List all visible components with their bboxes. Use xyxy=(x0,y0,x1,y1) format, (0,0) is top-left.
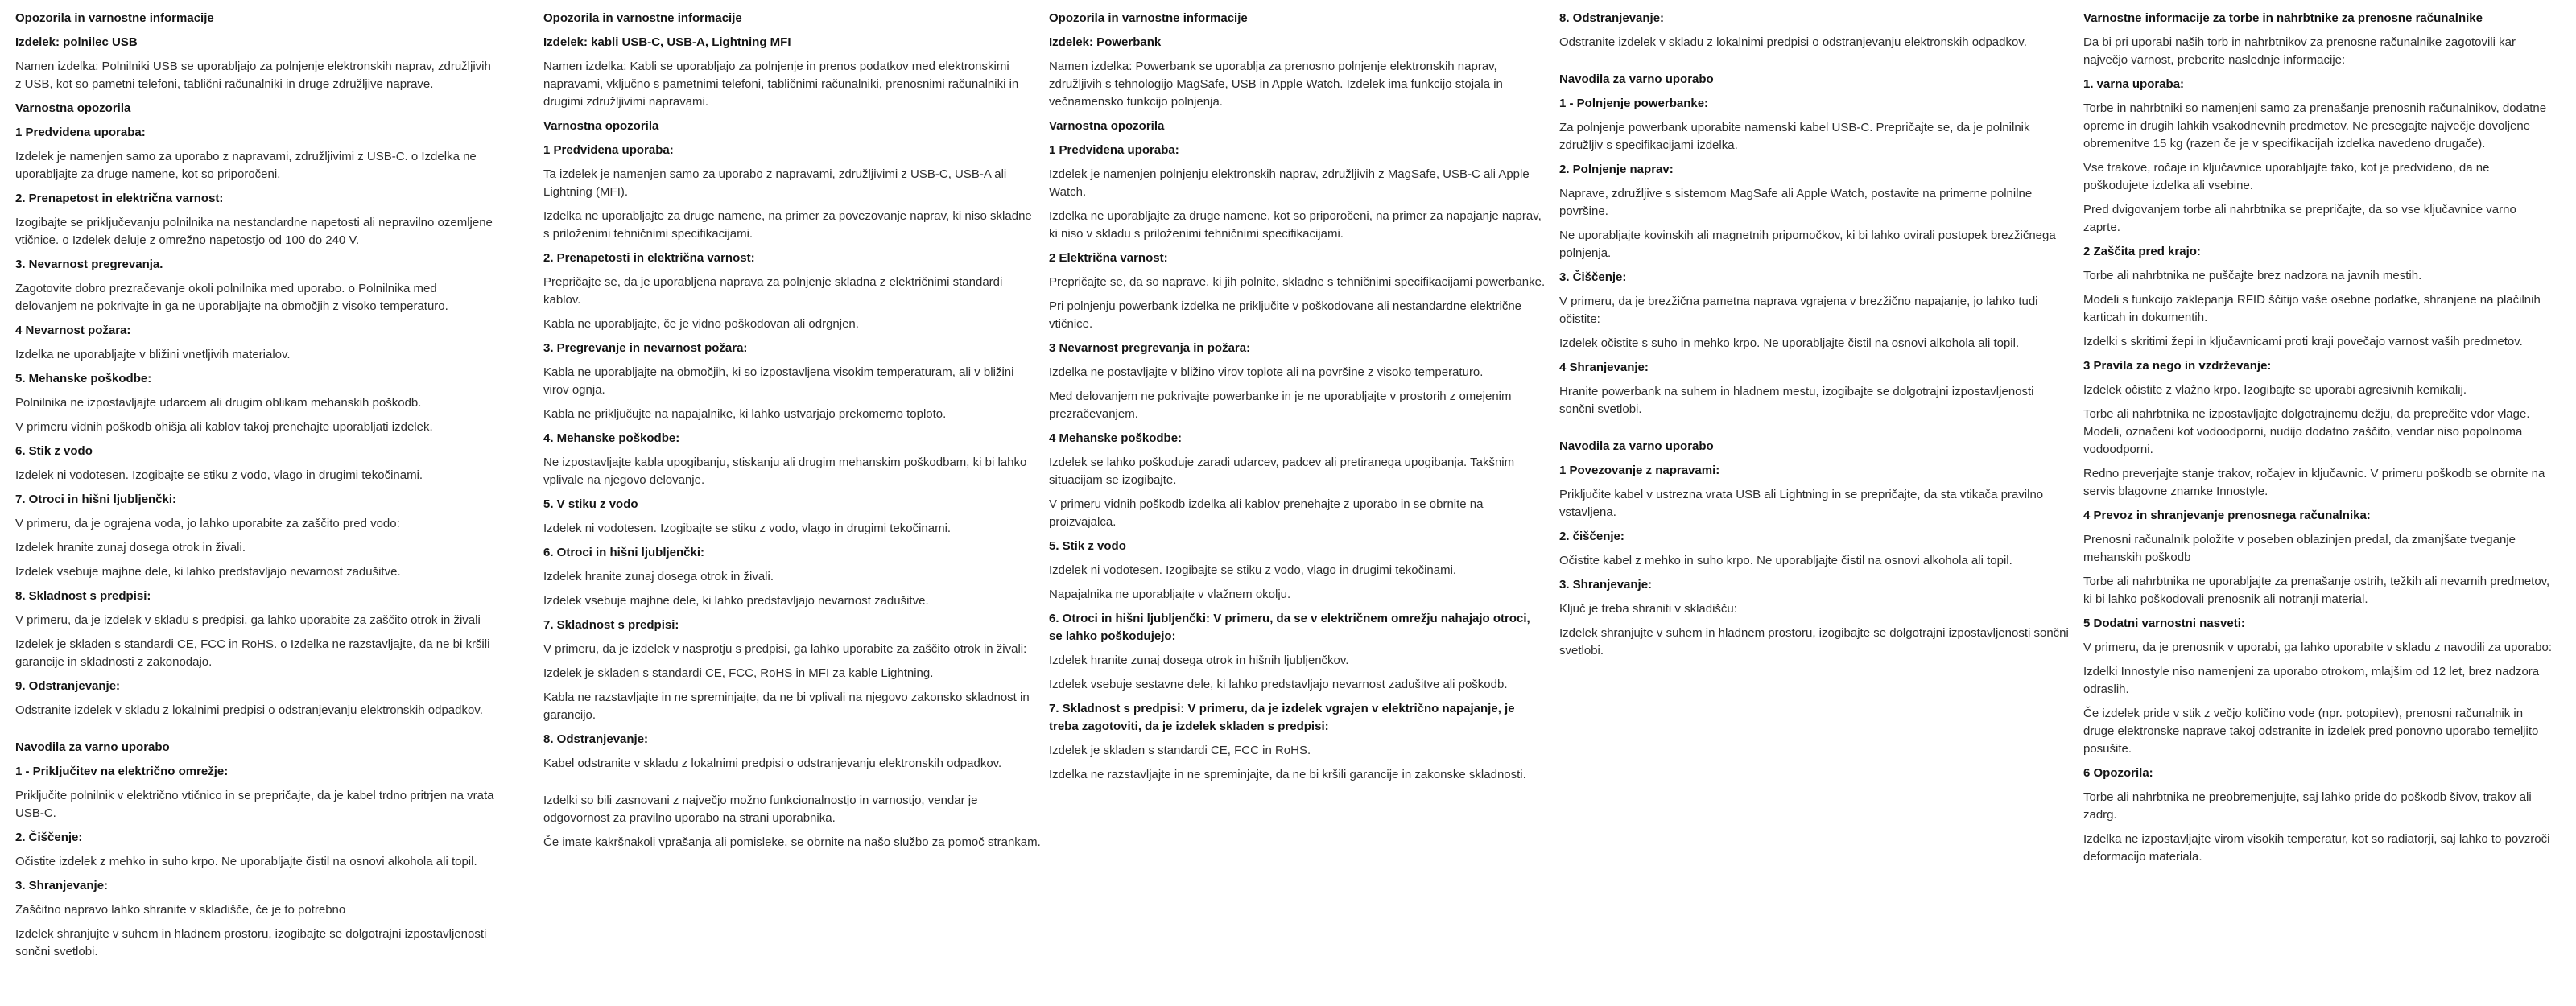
paragraph: Za polnjenje powerbank uporabite namenski kabel USB-C. Prepričajte se, da je polnilnik združljiv s specifikacijami izdelka. xyxy=(1559,121,2030,152)
paragraph: Namen izdelka: Kabli se uporabljajo za polnjenje in prenos podatkov med elektronskimi napravami, vključno s pametnimi telefoni, tabličnimi računalniki, prenosnimi računalniki in drugimi združljivimi napravami. xyxy=(543,60,1019,109)
paragraph: Kabla ne priključujte na napajalnike, ki lahko ustvarjajo prekomerno toploto. xyxy=(543,407,947,421)
paragraph: V primeru, da je brezžična pametna naprava vgrajena v brezžično napajanje, jo lahko tudi očistite: xyxy=(1559,295,2038,326)
paragraph: V primeru, da je prenosnik v uporabi, ga lahko uporabite v skladu z navodili za uporabo: xyxy=(2083,641,2553,654)
heading: 3. Shranjevanje: xyxy=(15,879,109,893)
heading: Navodila za varno uporabo xyxy=(1559,72,1714,86)
paragraph: Izdelek vsebuje majhne dele, ki lahko predstavljajo nevarnost zadušitve. xyxy=(15,565,401,579)
column-powerbank xyxy=(1049,10,1546,790)
paragraph: Izdelek vsebuje majhne dele, ki lahko predstavljajo nevarnost zadušitve. xyxy=(543,594,929,608)
heading: 1 Predvidena uporaba: xyxy=(1049,143,1179,157)
column-powerbank-and-cable-instructions xyxy=(1559,10,2070,666)
paragraph: V primeru, da je izdelek v skladu s predpisi, ga lahko uporabite za zaščito otrok in živali xyxy=(15,613,481,627)
paragraph: Namen izdelka: Powerbank se uporablja za prenosno polnjenje elektronskih naprav, združljivih s tehnologijo MagSafe, USB in Apple Watch. Izdelek ima funkcijo stojala in večnamensko funkcijo polnjenja. xyxy=(1049,60,1503,109)
paragraph: Izdelek je skladen s standardi CE, FCC, RoHS in MFI za kable Lightning. xyxy=(543,666,934,680)
paragraph: Med delovanjem ne pokrivajte powerbanke in je ne uporabljajte v prostorih z omejenim prezračevanjem. xyxy=(1049,390,1512,421)
heading: 3 Pravila za nego in vzdrževanje: xyxy=(2083,359,2272,373)
paragraph: Izdelka ne razstavljajte in ne spreminjajte, da ne bi kršili garancije in zakonske skladnosti. xyxy=(1049,768,1526,781)
paragraph: Izdelka ne uporabljajte za druge namene, na primer za povezovanje naprav, ki niso skladne s priloženimi tehničnimi specifikacijami. xyxy=(543,209,1032,241)
paragraph: Namen izdelka: Polnilniki USB se uporabljajo za polnjenje elektronskih naprav, združljivih z USB, kot so pametni telefoni, tablični računalniki in druge združljive naprave. xyxy=(15,60,491,91)
heading: 3. Pregrevanje in nevarnost požara: xyxy=(543,341,748,355)
heading: 3. Čiščenje: xyxy=(1559,270,1627,284)
heading: 6. Otroci in hišni ljubljenčki: V primeru, da se v električnem omrežju nahajajo otroci, se lahko poškodujejo: xyxy=(1049,612,1530,643)
paragraph: Izdelek vsebuje sestavne dele, ki lahko predstavljajo nevarnost zadušitve ali poškodb. xyxy=(1049,678,1508,691)
paragraph: Torbe in nahrbtniki so namenjeni samo za prenašanje prenosnih računalnikov, dodatne opreme in drugih lahkih vsakodnevnih predmetov. Ne presegajte največje dovoljene obremenitve 15 kg (razen če je v specifikacijah izdelka navedeno drugače). xyxy=(2083,101,2547,150)
column-cables xyxy=(543,10,1041,858)
heading: 2 Električna varnost: xyxy=(1049,251,1168,265)
heading: 4 Nevarnost požara: xyxy=(15,324,131,337)
heading: 3 Nevarnost pregrevanja in požara: xyxy=(1049,341,1251,355)
paragraph: Torbe ali nahrbtnika ne izpostavljajte dolgotrajnemu dežju, da preprečite vdor vlage. Modeli, označeni kot vodoodporni, nudijo dodatno zaščito, vendar niso popolnoma vodoodporni. xyxy=(2083,407,2530,456)
heading: 4. Mehanske poškodbe: xyxy=(543,431,680,445)
paragraph: Izdelek je skladen s standardi CE, FCC in RoHS. xyxy=(1049,744,1311,757)
paragraph: Izdelka ne izpostavljajte virom visokih temperatur, kot so radiatorji, saj lahko to povzroči deformacijo materiala. xyxy=(2083,832,2550,864)
paragraph: Pred dvigovanjem torbe ali nahrbtnika se prepričajte, da so vse ključavnice varno zaprte. xyxy=(2083,203,2516,234)
heading: 7. Otroci in hišni ljubljenčki: xyxy=(15,493,177,506)
heading: 2. Prenapetost in električna varnost: xyxy=(15,192,224,205)
paragraph: Zaščitno napravo lahko shranite v skladišče, če je to potrebno xyxy=(15,903,346,917)
section-title: Opozorila in varnostne informacije xyxy=(1049,11,1248,25)
heading: 1. varna uporaba: xyxy=(2083,77,2185,91)
heading: 7. Skladnost s predpisi: V primeru, da je izdelek vgrajen v električno napajanje, je treba zagotoviti, da je izdelek skladen s predpisi: xyxy=(1049,702,1515,733)
paragraph: Da bi pri uporabi naših torb in nahrbtnikov za prenosne računalnike zagotovili kar največjo varnost, preberite naslednje informacije: xyxy=(2083,35,2516,67)
heading: 3. Shranjevanje: xyxy=(1559,578,1653,592)
heading: 4 Prevoz in shranjevanje prenosnega računalnika: xyxy=(2083,509,2371,522)
paragraph: Izdelek je skladen s standardi CE, FCC in RoHS. o Izdelka ne razstavljajte, da ne bi kršili garancije in skladnosti z zakonodajo. xyxy=(15,637,490,669)
paragraph: Izdelek hranite zunaj dosega otrok in hišnih ljubljenčkov. xyxy=(1049,653,1349,667)
paragraph: Očistite kabel z mehko in suho krpo. Ne uporabljajte čistil na osnovi alkohola ali topil. xyxy=(1559,554,2013,567)
heading: 5. Stik z vodo xyxy=(1049,539,1126,553)
heading: 1 Predvidena uporaba: xyxy=(543,143,674,157)
heading: 5. V stiku z vodo xyxy=(543,497,638,511)
paragraph: Prepričajte se, da so naprave, ki jih polnite, skladne s tehničnimi specifikacijami powerbanke. xyxy=(1049,275,1546,289)
heading: 6 Opozorila: xyxy=(2083,766,2153,780)
paragraph: Zagotovite dobro prezračevanje okoli polnilnika med uporabo. o Polnilnika med delovanjem ne pokrivajte in ga ne uporabljajte na območjih z visoko temperaturo. xyxy=(15,282,448,313)
paragraph: Izdelek je namenjen polnjenju elektronskih naprav, združljivih z MagSafe, USB-C ali Apple Watch. xyxy=(1049,167,1530,199)
paragraph: Izogibajte se priključevanju polnilnika na nestandardne napetosti ali nepravilno ozemljene vtičnice. o Izdelek deluje z omrežno napetostjo od 100 do 240 V. xyxy=(15,216,493,247)
paragraph: Očistite izdelek z mehko in suho krpo. Ne uporabljajte čistil na osnovi alkohola ali topil. xyxy=(15,855,477,868)
heading: 8. Skladnost s predpisi: xyxy=(15,589,151,603)
paragraph: Izdelek hranite zunaj dosega otrok in živali. xyxy=(543,570,774,583)
paragraph: Redno preverjajte stanje trakov, ročajev in ključavnic. V primeru poškodb se obrnite na servis blagovne znamke Innostyle. xyxy=(2083,467,2545,498)
paragraph: Izdelek shranjujte v suhem in hladnem prostoru, izogibajte se dolgotrajni izpostavljenosti sončni svetlobi. xyxy=(15,927,487,959)
heading: 9. Odstranjevanje: xyxy=(15,679,121,693)
section-title: Varnostne informacije za torbe in nahrbtnike za prenosne računalnike xyxy=(2083,11,2483,25)
paragraph: Polnilnika ne izpostavljajte udarcem ali drugim oblikam mehanskih poškodb. xyxy=(15,396,422,410)
paragraph: Izdelek ni vodotesen. Izogibajte se stiku z vodo, vlago in drugimi tekočinami. xyxy=(543,522,952,535)
heading: 2. čiščenje: xyxy=(1559,530,1624,543)
paragraph: Izdelki s skritimi žepi in ključavnicami proti kraji povečajo varnost vaših predmetov. xyxy=(2083,335,2523,348)
paragraph: Kabel odstranite v skladu z lokalnimi predpisi o odstranjevanju elektronskih odpadkov. xyxy=(543,757,1002,770)
paragraph: Izdelek ni vodotesen. Izogibajte se stiku z vodo, vlago in drugimi tekočinami. xyxy=(1049,563,1457,577)
paragraph: Kabla ne uporabljajte, če je vidno poškodovan ali odrgnjen. xyxy=(543,317,859,331)
heading: 1 Predvidena uporaba: xyxy=(15,126,146,139)
paragraph: Izdelka ne uporabljajte za druge namene, kot so priporočeni, na primer za napajanje naprav, ki niso v skladu s priloženimi tehničnimi specifikacijami. xyxy=(1049,209,1542,241)
paragraph: Priključite kabel v ustrezna vrata USB ali Lightning in se prepričajte, da sta vtikača pravilno vstavljena. xyxy=(1559,488,2044,519)
paragraph: Ne uporabljajte kovinskih ali magnetnih pripomočkov, ki bi lahko ovirali postopek brezžičnega polnjenja. xyxy=(1559,229,2056,260)
paragraph: Izdelek shranjujte v suhem in hladnem prostoru, izogibajte se dolgotrajni izpostavljenosti sončni svetlobi. xyxy=(1559,626,2069,658)
section-spacer xyxy=(1559,425,2070,438)
heading: Varnostna opozorila xyxy=(1049,119,1165,133)
paragraph: Hranite powerbank na suhem in hladnem mestu, izogibajte se dolgotrajni izpostavljenosti sončni svetlobi. xyxy=(1559,385,2034,416)
heading: 5. Mehanske poškodbe: xyxy=(15,372,152,385)
column-laptop-bags xyxy=(2083,10,2552,872)
paragraph: Odstranite izdelek v skladu z lokalnimi predpisi o odstranjevanju elektronskih odpadkov. xyxy=(15,703,483,717)
paragraph: Izdelek je namenjen samo za uporabo z napravami, združljivimi z USB-C. o Izdelka ne uporabljajte za druge namene, kot so priporočeni. xyxy=(15,150,477,181)
heading: Varnostna opozorila xyxy=(543,119,659,133)
paragraph: Torbe ali nahrbtnika ne preobremenjujte, saj lahko pride do poškodb šivov, trakov ali zadrg. xyxy=(2083,790,2532,822)
paragraph: Izdelki so bili zasnovani z največjo možno funkcionalnostjo in varnostjo, vendar je odgovornost za pravilno uporabo na strani uporabnika. xyxy=(543,794,978,825)
heading: Izdelek: Powerbank xyxy=(1049,35,1162,49)
paragraph: Priključite polnilnik v električno vtičnico in se prepričajte, da je kabel trdno pritrjen na vrata USB-C. xyxy=(15,789,494,820)
section-spacer xyxy=(543,779,1041,792)
paragraph: V primeru vidnih poškodb ohišja ali kablov takoj prenehajte uporabljati izdelek. xyxy=(15,420,433,434)
heading: 1 - Polnjenje powerbanke: xyxy=(1559,97,1709,110)
paragraph: Izdelek hranite zunaj dosega otrok in živali. xyxy=(15,541,246,555)
paragraph: Ta izdelek je namenjen samo za uporabo z napravami, združljivimi z USB-C, USB-A ali Lightning (MFI). xyxy=(543,167,1007,199)
heading: 6. Otroci in hišni ljubljenčki: xyxy=(543,546,705,559)
paragraph: Prepričajte se, da je uporabljena naprava za polnjenje skladna z električnimi standardi kablov. xyxy=(543,275,1003,307)
paragraph: Torbe ali nahrbtnika ne uporabljajte za prenašanje ostrih, težkih ali nevarnih predmetov, ki bi lahko poškodovali prenosnik ali notranji material. xyxy=(2083,575,2550,606)
heading: 2. Prenapetosti in električna varnost: xyxy=(543,251,755,265)
heading: 4 Mehanske poškodbe: xyxy=(1049,431,1183,445)
section-title: Opozorila in varnostne informacije xyxy=(543,11,742,25)
paragraph: Prenosni računalnik položite v poseben oblazinjen predal, da zmanjšate tveganje mehanskih poškodb xyxy=(2083,533,2516,564)
heading: 8. Odstranjevanje: xyxy=(1559,11,1665,25)
paragraph: Izdelek očistite z vlažno krpo. Izogibajte se uporabi agresivnih kemikalij. xyxy=(2083,383,2467,397)
heading: 2 Zaščita pred krajo: xyxy=(2083,245,2201,258)
heading: 3. Nevarnost pregrevanja. xyxy=(15,258,163,271)
heading: 8. Odstranjevanje: xyxy=(543,732,649,746)
section-title: Opozorila in varnostne informacije xyxy=(15,11,214,25)
paragraph: Napajalnika ne uporabljajte v vlažnem okolju. xyxy=(1049,588,1291,601)
paragraph: Kabla ne razstavljajte in ne spreminjajte, da ne bi vplivali na njegovo zakonsko skladnost in garancijo. xyxy=(543,691,1030,722)
paragraph: Kabla ne uporabljajte na območjih, ki so izpostavljena visokim temperaturam, ali v bližini virov ognja. xyxy=(543,365,1014,397)
column-usb-charger xyxy=(15,10,498,967)
heading: 1 - Priključitev na električno omrežje: xyxy=(15,765,229,778)
paragraph: Izdelka ne uporabljajte v bližini vnetljivih materialov. xyxy=(15,348,291,361)
paragraph: Pri polnjenju powerbank izdelka ne priključite v poškodovane ali nestandardne električne vtičnice. xyxy=(1049,299,1522,331)
heading: Varnostna opozorila xyxy=(15,101,131,115)
paragraph: Izdelka ne postavljajte v bližino virov toplote ali na površine z visoko temperaturo. xyxy=(1049,365,1484,379)
paragraph: Izdelek ni vodotesen. Izogibajte se stiku z vodo, vlago in drugimi tekočinami. xyxy=(15,468,423,482)
paragraph: Izdelek očistite s suho in mehko krpo. Ne uporabljajte čistil na osnovi alkohola ali topil. xyxy=(1559,336,2020,350)
paragraph: Vse trakove, ročaje in ključavnice uporabljajte tako, kot je predvideno, da ne poškodujete izdelka ali vsebine. xyxy=(2083,161,2490,192)
paragraph: Če izdelek pride v stik z večjo količino vode (npr. potopitev), prenosni računalnik in druge elektronske naprave takoj odstranite in izdelek pred ponovno uporabo temeljito posušite. xyxy=(2083,707,2539,756)
paragraph: Izdelki Innostyle niso namenjeni za uporabo otrokom, mlajšim od 12 let, brez nadzora odraslih. xyxy=(2083,665,2540,696)
paragraph: Ključ je treba shraniti v skladišču: xyxy=(1559,602,1737,616)
heading: 2. Polnjenje naprav: xyxy=(1559,163,1674,176)
heading: 7. Skladnost s predpisi: xyxy=(543,618,679,632)
heading: 1 Povezovanje z napravami: xyxy=(1559,464,1720,477)
paragraph: Modeli s funkcijo zaklepanja RFID ščitijo vaše osebne podatke, shranjene na plačilnih karticah in dokumentih. xyxy=(2083,293,2541,324)
heading: Navodila za varno uporabo xyxy=(1559,439,1714,453)
heading: 2. Čiščenje: xyxy=(15,831,83,844)
paragraph: V primeru, da je ograjena voda, jo lahko uporabite za zaščito pred vodo: xyxy=(15,517,400,530)
paragraph: Odstranite izdelek v skladu z lokalnimi predpisi o odstranjevanju elektronskih odpadkov. xyxy=(1559,35,2027,49)
section-spacer xyxy=(15,726,498,739)
paragraph: Torbe ali nahrbtnika ne puščajte brez nadzora na javnih mestih. xyxy=(2083,269,2422,282)
heading: 4 Shranjevanje: xyxy=(1559,361,1649,374)
paragraph: V primeru, da je izdelek v nasprotju s predpisi, ga lahko uporabite za zaščito otrok in živali: xyxy=(543,642,1027,656)
paragraph: Izdelek se lahko poškoduje zaradi udarcev, padcev ali pretiranega upogibanja. Takšnim situacijam se izogibajte. xyxy=(1049,456,1515,487)
heading: Izdelek: polnilec USB xyxy=(15,35,138,49)
heading: 5 Dodatni varnostni nasveti: xyxy=(2083,616,2245,630)
paragraph: Ne izpostavljajte kabla upogibanju, stiskanju ali drugim mehanskim poškodbam, ki bi lahko vplivale na njegovo delovanje. xyxy=(543,456,1027,487)
heading: Izdelek: kabli USB-C, USB-A, Lightning MFI xyxy=(543,35,791,49)
paragraph: Naprave, združljive s sistemom MagSafe ali Apple Watch, postavite na primerne polnilne površine. xyxy=(1559,187,2033,218)
paragraph: Če imate kakršnakoli vprašanja ali pomisleke, se obrnite na našo službo za pomoč strankam. xyxy=(543,835,1041,849)
heading: 6. Stik z vodo xyxy=(15,444,93,458)
section-spacer xyxy=(1559,58,2070,71)
paragraph: V primeru vidnih poškodb izdelka ali kablov prenehajte z uporabo in se obrnite na proizvajalca. xyxy=(1049,497,1484,529)
heading: Navodila za varno uporabo xyxy=(15,740,170,754)
